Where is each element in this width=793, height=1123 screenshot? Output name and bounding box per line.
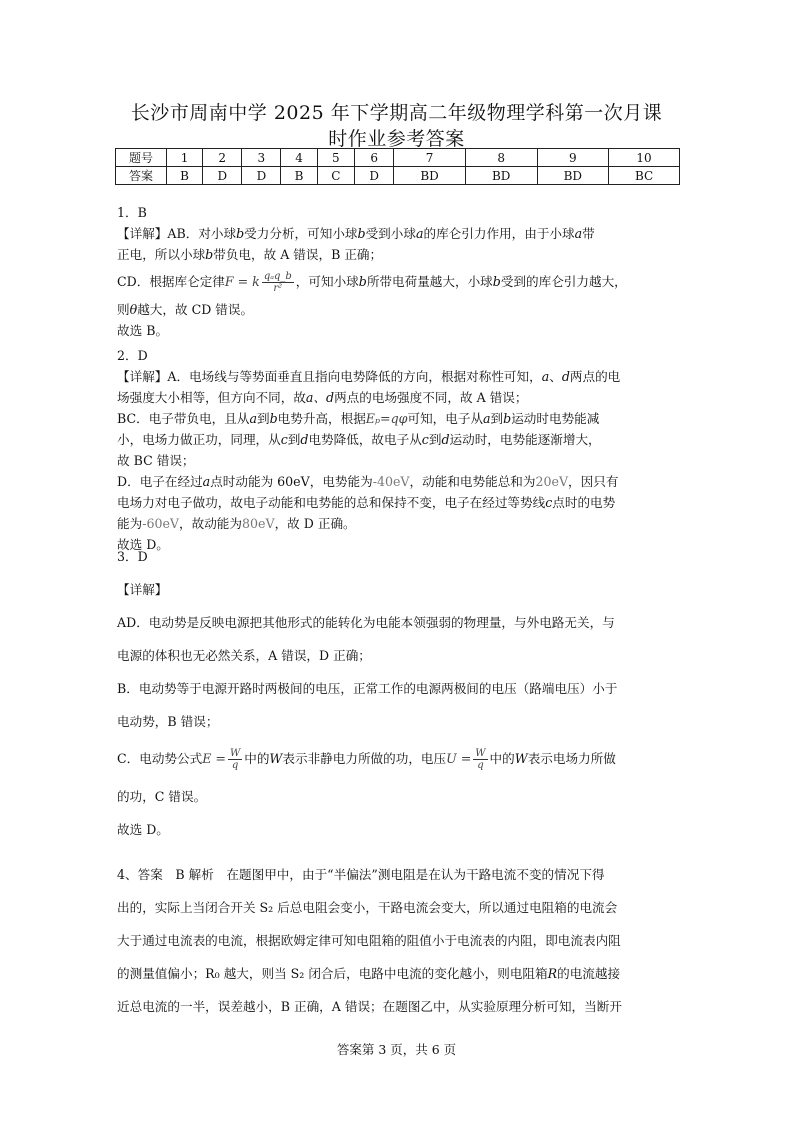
table-cell: BC bbox=[609, 167, 680, 185]
table-cell: BD bbox=[465, 167, 537, 185]
table-row-answers bbox=[116, 167, 680, 185]
q3-line: 的功，C 错误。 bbox=[117, 789, 207, 804]
q3-line: C．电动势公式E = $\frac{W}{q}$ 中的W表示非静电力所做的功，电压U = $\frac{W}{q}$ 中的W表示电场力所做 bbox=[117, 748, 616, 771]
q3-end: 故选 D。 bbox=[117, 822, 169, 837]
q4-line: 出的，实际上当闭合开关 S₂ 后总电阻会变小，干路电流会变大，所以通过电阻箱的电流会 bbox=[117, 900, 618, 915]
question-3 bbox=[117, 540, 682, 846]
q3-line: AD．电动势是反映电源把其他形式的能转化为电能本领强弱的物理量，与外电路无关，与 bbox=[117, 615, 615, 630]
q3-line: 电动势，B 错误； bbox=[117, 714, 219, 729]
table-cell: C bbox=[317, 167, 355, 185]
table-cell: D bbox=[242, 167, 281, 185]
table-cell: 10 bbox=[609, 149, 680, 167]
q1-line: 则θ越大，故 CD 错误。 bbox=[117, 302, 254, 317]
table-cell: 4 bbox=[281, 149, 317, 167]
table-cell: 1 bbox=[167, 149, 203, 167]
table-cell: D bbox=[355, 167, 394, 185]
q3-detail-label: 【详解】 bbox=[117, 582, 168, 597]
table-cell: B bbox=[281, 167, 317, 185]
q2-line: 小，电场力做正功，同理，从c到d电势降低，故电子从c到d运动时，电势能逐渐增大， bbox=[117, 432, 601, 447]
q3-head: 3．D bbox=[117, 549, 148, 564]
q4-line: 的测量值偏小；R₀ 越大，则当 S₂ 闭合后，电路中电流的变化越小，则电阻箱R的电流越接 bbox=[117, 966, 621, 981]
emf-formula: E = $\frac{W}{q}$ bbox=[202, 748, 241, 771]
q2-line: 场强度大小相等，但方向不同，故a、d两点的电场强度不同，故 A 错误； bbox=[117, 390, 528, 405]
q4-line: 4、答案 B 解析 在题图甲中，由于“半偏法”测电阻是在认为干路电流不变的情况下得 bbox=[117, 867, 605, 882]
voltage-formula: U = $\frac{W}{q}$ bbox=[446, 748, 486, 771]
question-1 bbox=[117, 202, 682, 341]
page-footer: 答案第 3 页，共 6 页 bbox=[336, 1042, 457, 1057]
table-row-numbers bbox=[116, 149, 680, 167]
q1-line: 【详解】AB．对小球b受力分析，可知小球b受到小球a的库仑引力作用，由于小球a带 bbox=[117, 226, 595, 241]
row-label-answer: 答案 bbox=[116, 167, 167, 185]
q2-line: BC．电子带负电，且从a到b电势升高，根据Eₚ=qφ可知，电子从a到b运动时电势能减 bbox=[117, 411, 600, 426]
page-title-line2: 时作业参考答案 bbox=[328, 128, 465, 150]
row-label-number: 题号 bbox=[116, 149, 167, 167]
q1-head: 1．B bbox=[117, 205, 147, 220]
answer-table bbox=[115, 148, 680, 185]
table-cell: B bbox=[167, 167, 203, 185]
q2-line: 故 BC 错误； bbox=[117, 453, 195, 468]
table-cell: D bbox=[203, 167, 242, 185]
table-cell: 6 bbox=[355, 149, 394, 167]
q4-line: 近总电流的一半，误差越小，B 正确，A 错误；在题图乙中，从实验原理分析可知，当断开 bbox=[117, 999, 622, 1014]
question-2 bbox=[117, 345, 682, 555]
table-cell: BD bbox=[537, 167, 609, 185]
q3-line: B．电动势等于电源开路时两极间的电压，正常工作的电源两极间的电压（路端电压）小于 bbox=[117, 681, 618, 696]
coulomb-formula: F = k $\frac{\text{qₐq\_b}}{\text{r²}}$ bbox=[224, 271, 292, 294]
table-cell: 3 bbox=[242, 149, 281, 167]
table-cell: 9 bbox=[537, 149, 609, 167]
table-cell: 5 bbox=[317, 149, 355, 167]
q2-line: 电场力对电子做功，故电子动能和电势能的总和保持不变，电子在经过等势线c点时的电势 bbox=[117, 495, 616, 510]
table-cell: 2 bbox=[203, 149, 242, 167]
q1-line: CD．根据库仑定律F = k $\frac{\text{qₐq\_b}}{\text{r²}}$ ，可知小球b所带电荷量越大，小球b受到的库仑引力越大， bbox=[117, 271, 627, 294]
q4-line: 大于通过电流表的电流，根据欧姆定律可知电阻箱的阻值小于电流表的内阻，即电流表内阻 bbox=[117, 933, 621, 948]
table-cell: 7 bbox=[394, 149, 466, 167]
q2-end: 故选 D。 bbox=[117, 537, 169, 552]
q1-end: 故选 B。 bbox=[117, 323, 169, 338]
q2-line: D．电子在经过a点时动能为 60eV，电势能为-40eV，动能和电势能总和为20eV，因只有 bbox=[117, 474, 619, 489]
q2-line: 【详解】A．电场线与等势面垂直且指向电势降低的方向，根据对称性可知，a、d两点的电 bbox=[117, 369, 621, 384]
question-4 bbox=[117, 858, 682, 1023]
table-cell: 8 bbox=[465, 149, 537, 167]
q2-head: 2．D bbox=[117, 348, 148, 363]
q2-line: 能为-60eV，故动能为80eV，故 D 正确。 bbox=[117, 516, 356, 531]
q1-line: 正电，所以小球b带负电，故 A 错误，B 正确； bbox=[117, 247, 383, 262]
q3-line: 电源的体积也无必然关系，A 错误，D 正确； bbox=[117, 648, 371, 663]
page-title-line1: 长沙市周南中学 2025 年下学期高二年级物理学科第一次月课 bbox=[130, 102, 663, 124]
table-cell: BD bbox=[394, 167, 466, 185]
